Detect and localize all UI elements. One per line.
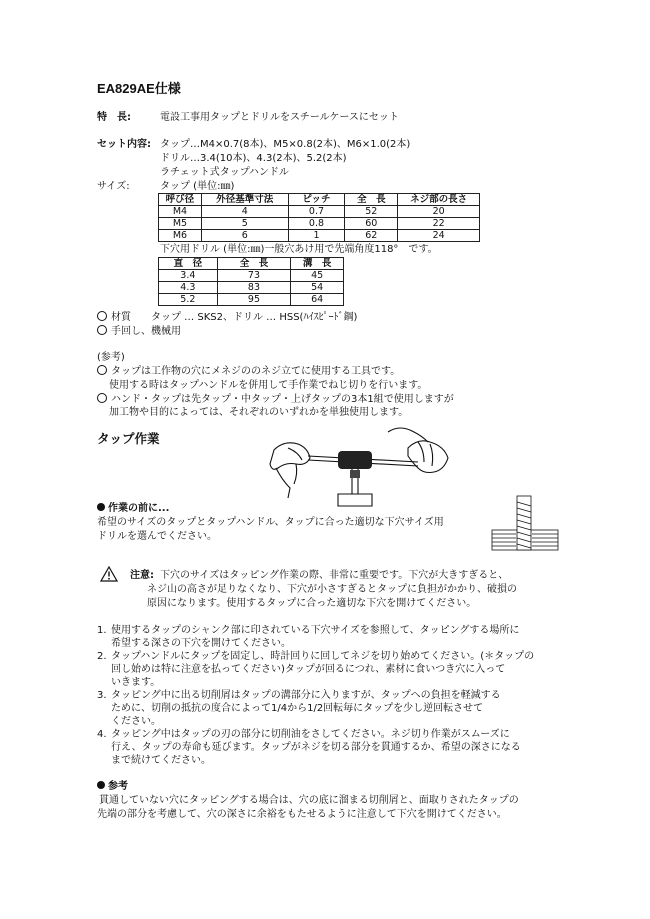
- before-heading: [97, 502, 169, 515]
- table-cell: 83: [217, 282, 291, 294]
- table-header-cell: ネジ部の長さ: [398, 194, 480, 206]
- reference-heading: (参考): [97, 352, 125, 363]
- table-cell: 6: [201, 230, 288, 242]
- table-cell: 73: [217, 270, 291, 282]
- note-heading-text: 参考: [108, 781, 128, 792]
- step-text: 使用するタップのシャンク部に印されている下穴サイズを参照して、タッピングする場所に: [111, 625, 520, 636]
- tap-spec-table: [158, 193, 480, 242]
- bullet-dot-icon: [97, 781, 105, 789]
- table-row: [159, 230, 480, 242]
- caution-text: 原因になります。使用するタップに合った適切な下穴を開けてください。: [147, 598, 477, 609]
- table-header-cell: 呼び径: [159, 194, 202, 206]
- table-cell: M5: [159, 218, 202, 230]
- reference-text: タップは工作物の穴にメネジののネジ立てに使用する工具です。: [111, 366, 401, 377]
- table-header-cell: ピッチ: [288, 194, 345, 206]
- table-header-cell: 直 径: [159, 258, 218, 270]
- table-cell: 62: [345, 230, 398, 242]
- step-text: タッピング中はタップの刃の部分に切削油をさしてください。ネジ切り作業がスムーズに: [111, 729, 510, 740]
- contents-line: タップ…M4×0.7(8本)、M5×0.8(2本)、M6×1.0(2本): [160, 139, 411, 150]
- drill-spec-table: [158, 257, 344, 306]
- note-text: 先端の部分を考慮して、穴の深さに余裕をもたせるように注意して下穴を開けてください。: [97, 809, 507, 820]
- table-cell: 3.4: [159, 270, 218, 282]
- step-text: タッピング中に出る切削屑はタップの溝部分に入りますが、タップへの負担を軽減する: [111, 690, 501, 701]
- section-title: タップ作業: [97, 431, 160, 446]
- reference-line: [97, 365, 400, 378]
- drill-table-caption: 下穴用ドリル (単位:㎜)一般穴あけ用で先端角度118° です。: [160, 244, 438, 255]
- circle-bullet-icon: [97, 393, 107, 403]
- table-cell: 22: [398, 218, 480, 230]
- step-text: ください。: [111, 716, 161, 727]
- table-cell: 4.3: [159, 282, 218, 294]
- bullet-dot-icon: [97, 503, 105, 511]
- caution-text: ネジ山の高さが足りなくなり、下穴が小さすぎるとタップに負担がかかり、破損の: [147, 584, 517, 595]
- page-title: EA829AE仕様: [97, 81, 181, 96]
- table-header-cell: 全 長: [345, 194, 398, 206]
- table-cell: 0.8: [288, 218, 345, 230]
- table-cell: 5.2: [159, 294, 218, 306]
- table-header-cell: 全 長: [217, 258, 291, 270]
- caution-text: 下穴のサイズはタッピング作業の際、非常に重要です。下穴が大きすぎると、: [160, 570, 509, 581]
- before-heading-text: 作業の前に...: [108, 503, 170, 514]
- table-row: [159, 218, 480, 230]
- step-number: 4.: [97, 729, 107, 740]
- table-cell: 45: [291, 270, 344, 282]
- step-text: いきます。: [111, 677, 161, 688]
- step-text: まで続けてください。: [111, 755, 211, 766]
- material-text: 材質 タップ … SKS2、ドリル … HSS(ﾊｲｽﾋﾟｰﾄﾞ鋼): [111, 312, 358, 323]
- table-header-row: [159, 258, 344, 270]
- step-text: 希望する深さの下穴を開けてください。: [111, 638, 291, 649]
- material-line: [97, 311, 357, 324]
- features-text: 電設工事用タップとドリルをスチールケースにセット: [160, 112, 399, 123]
- usage-text: 手回し、機械用: [111, 326, 181, 337]
- table-cell: 95: [217, 294, 291, 306]
- reference-text: 使用する時はタップハンドルを併用して手作業でねじ切りを行います。: [109, 380, 428, 391]
- table-header-cell: 外径基準寸法: [201, 194, 288, 206]
- table-row: [159, 270, 344, 282]
- circle-bullet-icon: [97, 311, 107, 321]
- step-text: 行え、タップの寿命も延びます。タップがネジを切る部分を貫通するか、希望の深さになる: [111, 742, 521, 753]
- table-cell: 1: [288, 230, 345, 242]
- table-cell: 5: [201, 218, 288, 230]
- step-text: 回し始めは特に注意を払ってください)タップが回るにつれ、素材に食いつき穴に入って: [111, 664, 506, 675]
- tap-table-caption: タップ (単位:㎜): [160, 181, 235, 192]
- table-header-row: [159, 194, 480, 206]
- size-label: サイズ:: [97, 181, 130, 192]
- contents-label: セット内容:: [97, 139, 151, 150]
- before-text: ドリルを選んでください。: [97, 531, 217, 542]
- step-text: タップハンドルにタップを固定し、時計回りに回してネジを切り始めてください。(＊タップの: [111, 651, 535, 662]
- reference-text: 加工物や目的によっては、それぞれのいずれかを単独使用します。: [109, 407, 409, 418]
- step-number: 3.: [97, 690, 107, 701]
- table-cell: M4: [159, 206, 202, 218]
- warning-icon: [100, 566, 118, 582]
- step-number: 2.: [97, 651, 107, 662]
- table-row: [159, 282, 344, 294]
- circle-bullet-icon: [97, 365, 107, 375]
- step-text: ために、切削の抵抗の度合によって1/4から1/2回転毎にタップを少し逆回転させて: [111, 703, 484, 714]
- reference-text: ハンド・タップは先タップ・中タップ・上げタップの3本1組で使用しますが: [111, 394, 454, 405]
- usage-line: [97, 325, 181, 338]
- table-cell: 54: [291, 282, 344, 294]
- table-row: [159, 206, 480, 218]
- before-text: 希望のサイズのタップとタップハンドル、タップに合った適切な下穴サイズ用: [97, 517, 444, 528]
- table-row: [159, 294, 344, 306]
- table-cell: 60: [345, 218, 398, 230]
- table-cell: M6: [159, 230, 202, 242]
- table-cell: 64: [291, 294, 344, 306]
- contents-line: ドリル…3.4(10本)、4.3(2本)、5.2(2本): [160, 153, 347, 164]
- features-label: 特 長:: [97, 112, 131, 123]
- table-cell: 52: [345, 206, 398, 218]
- caution-label: 注意:: [130, 570, 154, 581]
- note-text: 貫通していない穴にタッピングする場合は、穴の底に溜まる切削屑と、面取りされたタップの: [99, 795, 519, 806]
- table-cell: 20: [398, 206, 480, 218]
- table-cell: 4: [201, 206, 288, 218]
- tapped-hole-illustration: [490, 494, 560, 556]
- tap-handle-illustration: [268, 418, 452, 510]
- circle-bullet-icon: [97, 325, 107, 335]
- table-cell: 24: [398, 230, 480, 242]
- table-cell: 0.7: [288, 206, 345, 218]
- contents-line: ラチェット式タップハンドル: [160, 167, 289, 178]
- step-number: 1.: [97, 625, 107, 636]
- reference-line: [97, 393, 454, 406]
- table-header-cell: 溝 長: [291, 258, 344, 270]
- note-heading: [97, 780, 128, 793]
